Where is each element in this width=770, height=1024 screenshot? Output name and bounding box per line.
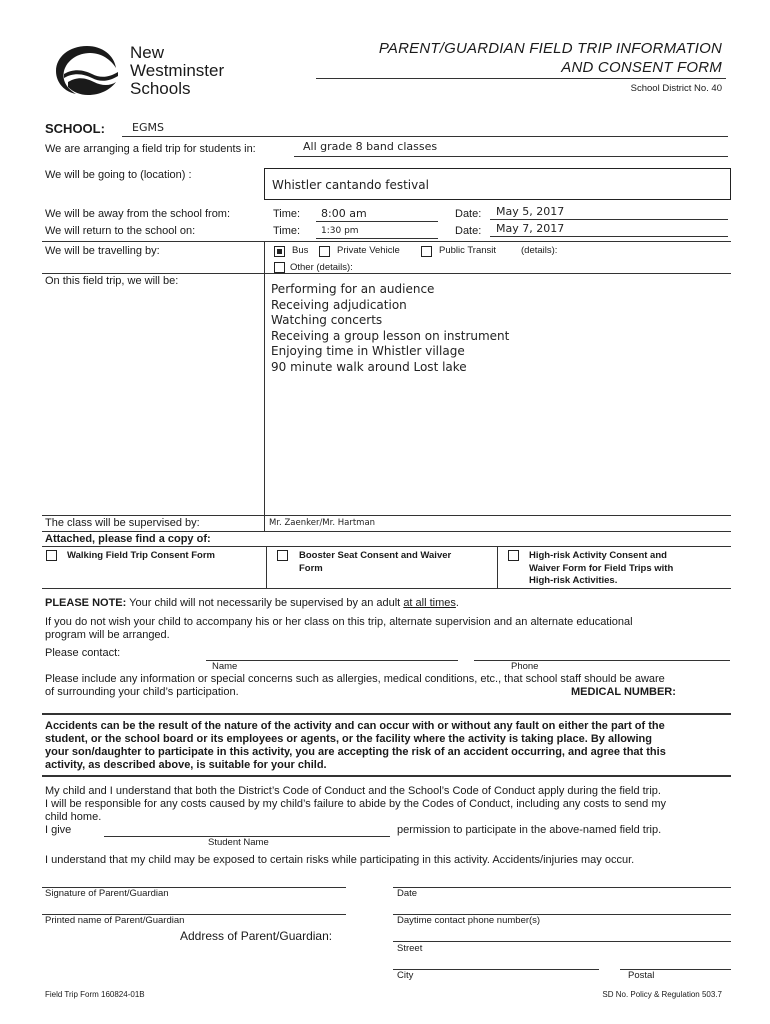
return-date-label: Date: (455, 225, 482, 237)
supervised-label: The class will be supervised by: (45, 517, 200, 529)
medical-line-1: Please include any information or special concerns such as allergies, medical conditions, etc., that school staff should be aware (45, 673, 665, 685)
highrisk-form-label-2: Waiver Form for Field Trips with (529, 563, 674, 574)
away-date-value[interactable]: May 5, 2017 (496, 205, 565, 218)
logo-text-schools: Schools (130, 79, 191, 98)
school-district-logo (54, 44, 120, 96)
footer-policy: SD No. Policy & Regulation 503.7 (602, 990, 722, 999)
i-give-label: I give (45, 824, 72, 836)
please-note-label: PLEASE NOTE: (45, 597, 127, 609)
street-caption: Street (397, 943, 423, 954)
supervised-value[interactable]: Mr. Zaenker/Mr. Hartman (269, 518, 376, 528)
date-caption: Date (397, 888, 418, 899)
form-title-line1: PARENT/GUARDIAN FIELD TRIP INFORMATION (378, 40, 722, 57)
attached-top-line (42, 546, 731, 547)
location-box[interactable] (264, 168, 731, 200)
grid-top-line (42, 241, 731, 242)
return-time-line (316, 238, 438, 239)
logo-text-westminster: Westminster (130, 61, 225, 80)
medical-line-2: of surrounding your child’s participation. (45, 686, 239, 698)
location-value: Whistler cantando festival (272, 178, 429, 192)
location-label: We will be going to (location) : (45, 169, 192, 181)
booster-form-label-1: Booster Seat Consent and Waiver (299, 550, 452, 561)
attached-label: Attached, please find a copy of: (45, 533, 211, 545)
please-note-underlined: at all times (403, 597, 456, 609)
away-time-value[interactable]: 8:00 am (321, 207, 367, 220)
activity-item-2: Receiving adjudication (271, 298, 407, 312)
form-title-line2: AND CONSENT FORM (561, 59, 722, 76)
logo-text-new: New (130, 43, 165, 62)
public-transit-checkbox[interactable] (421, 246, 432, 257)
highrisk-form-label-1: High-risk Activity Consent and (529, 550, 667, 561)
school-district-number: School District No. 40 (630, 83, 722, 94)
highrisk-form-checkbox[interactable] (508, 550, 519, 561)
accidents-line-3: your son/daughter to participate in this activity, you are accepting the risk of an accident occurring, and agree that this (45, 746, 666, 758)
activity-item-5: Enjoying time in Whistler village (271, 344, 465, 358)
bus-checkbox[interactable] (274, 246, 285, 257)
away-time-label: Time: (273, 208, 301, 220)
other-label: Other (details): (290, 262, 353, 273)
address-label: Address of Parent/Guardian: (180, 929, 333, 943)
walking-form-checkbox[interactable] (46, 550, 57, 561)
public-transit-label: Public Transit (439, 245, 497, 256)
return-time-value[interactable]: 1:30 pm (321, 226, 359, 236)
consent-line-3: child home. (45, 811, 102, 823)
contact-phone-caption: Phone (511, 661, 539, 672)
accidents-line-4: activity, as described above, is suitable for your child. (45, 759, 327, 771)
return-date-line (490, 236, 728, 237)
contact-name-line[interactable] (206, 660, 458, 661)
permission-text: permission to participate in the above-named field trip. (397, 824, 662, 836)
title-underline (316, 78, 726, 79)
school-value[interactable]: EGMS (132, 121, 164, 134)
away-date-label: Date: (455, 208, 482, 220)
highrisk-form-label-3: High-risk Activities. (529, 575, 618, 586)
daytime-phone-caption: Daytime contact phone number(s) (397, 915, 541, 926)
accidents-line-2: student, or the school board or its employees or agents, or the facility where the activity is taking place. By allowing (45, 733, 652, 745)
activity-item-4: Receiving a group lesson on instrument (271, 329, 510, 343)
activities-label: On this field trip, we will be: (45, 275, 179, 287)
away-time-line (316, 221, 438, 222)
walking-form-label: Walking Field Trip Consent Form (67, 550, 215, 561)
away-label: We will be away from the school from: (45, 208, 231, 220)
accidents-top-line (42, 713, 731, 715)
activity-item-1: Performing for an audience (271, 282, 435, 296)
footer-form-number: Field Trip Form 160824-01B (45, 990, 145, 999)
activity-item-3: Watching concerts (271, 313, 383, 327)
attached-bottom-line (42, 588, 731, 589)
street-line[interactable] (393, 941, 731, 942)
grid-divider (264, 241, 265, 531)
accidents-line-1: Accidents can be the result of the nature of the activity and can occur with or without any fault on either the part of the (45, 720, 665, 732)
printed-name-caption: Printed name of Parent/Guardian (45, 915, 185, 926)
students-value[interactable]: All grade 8 band classes (303, 140, 438, 153)
school-label: SCHOOL: (45, 121, 105, 136)
booster-form-checkbox[interactable] (277, 550, 288, 561)
risks-text: I understand that my child may be exposed to certain risks while participating in this activity. Accidents/injuries may occur. (45, 854, 635, 866)
date-line[interactable] (393, 887, 731, 888)
return-date-value[interactable]: May 7, 2017 (496, 222, 565, 235)
activity-item-6: 90 minute walk around Lost lake (271, 360, 467, 374)
medical-number-label: MEDICAL NUMBER: (571, 686, 676, 698)
students-label: We are arranging a field trip for students in: (45, 143, 256, 155)
alt-line-1: If you do not wish your child to accompany his or her class on this trip, alternate supervision and an alternate educational (45, 616, 633, 628)
grid-bottom-line (42, 531, 731, 532)
accidents-bottom-line (42, 775, 731, 777)
signature-caption: Signature of Parent/Guardian (45, 888, 169, 899)
travel-details-label: (details): (521, 245, 558, 256)
return-time-label: Time: (273, 225, 301, 237)
grid-supervised-line (42, 515, 731, 516)
away-date-line (490, 219, 728, 220)
grid-travel-line (42, 273, 731, 274)
alt-line-2: program will be arranged. (45, 629, 170, 641)
private-vehicle-checkbox[interactable] (319, 246, 330, 257)
attached-divider-1 (266, 546, 267, 588)
other-checkbox[interactable] (274, 262, 285, 273)
students-line (294, 156, 728, 157)
please-contact-label: Please contact: (45, 647, 121, 659)
bus-label: Bus (292, 245, 309, 256)
please-note-period: . (455, 597, 459, 609)
travel-label: We will be travelling by: (45, 245, 160, 257)
school-line (122, 136, 728, 137)
city-caption: City (397, 970, 414, 981)
private-vehicle-label: Private Vehicle (337, 245, 400, 256)
contact-name-caption: Name (212, 661, 238, 672)
student-name-caption: Student Name (208, 837, 269, 848)
postal-caption: Postal (628, 970, 655, 981)
please-note (45, 597, 459, 609)
city-line[interactable] (393, 969, 599, 970)
consent-line-1: My child and I understand that both the District’s Code of Conduct and the School’s Code of Conduct apply during the field trip. (45, 785, 661, 797)
attached-divider-2 (497, 546, 498, 588)
please-note-text: Your child will not necessarily be supervised by an adult (129, 597, 401, 609)
booster-form-label-2: Form (299, 563, 323, 574)
consent-line-2: I will be responsible for any costs caused by my child’s failure to abide by the Codes of Conduct, including any costs to send my (45, 798, 667, 810)
return-label: We will return to the school on: (45, 225, 196, 237)
